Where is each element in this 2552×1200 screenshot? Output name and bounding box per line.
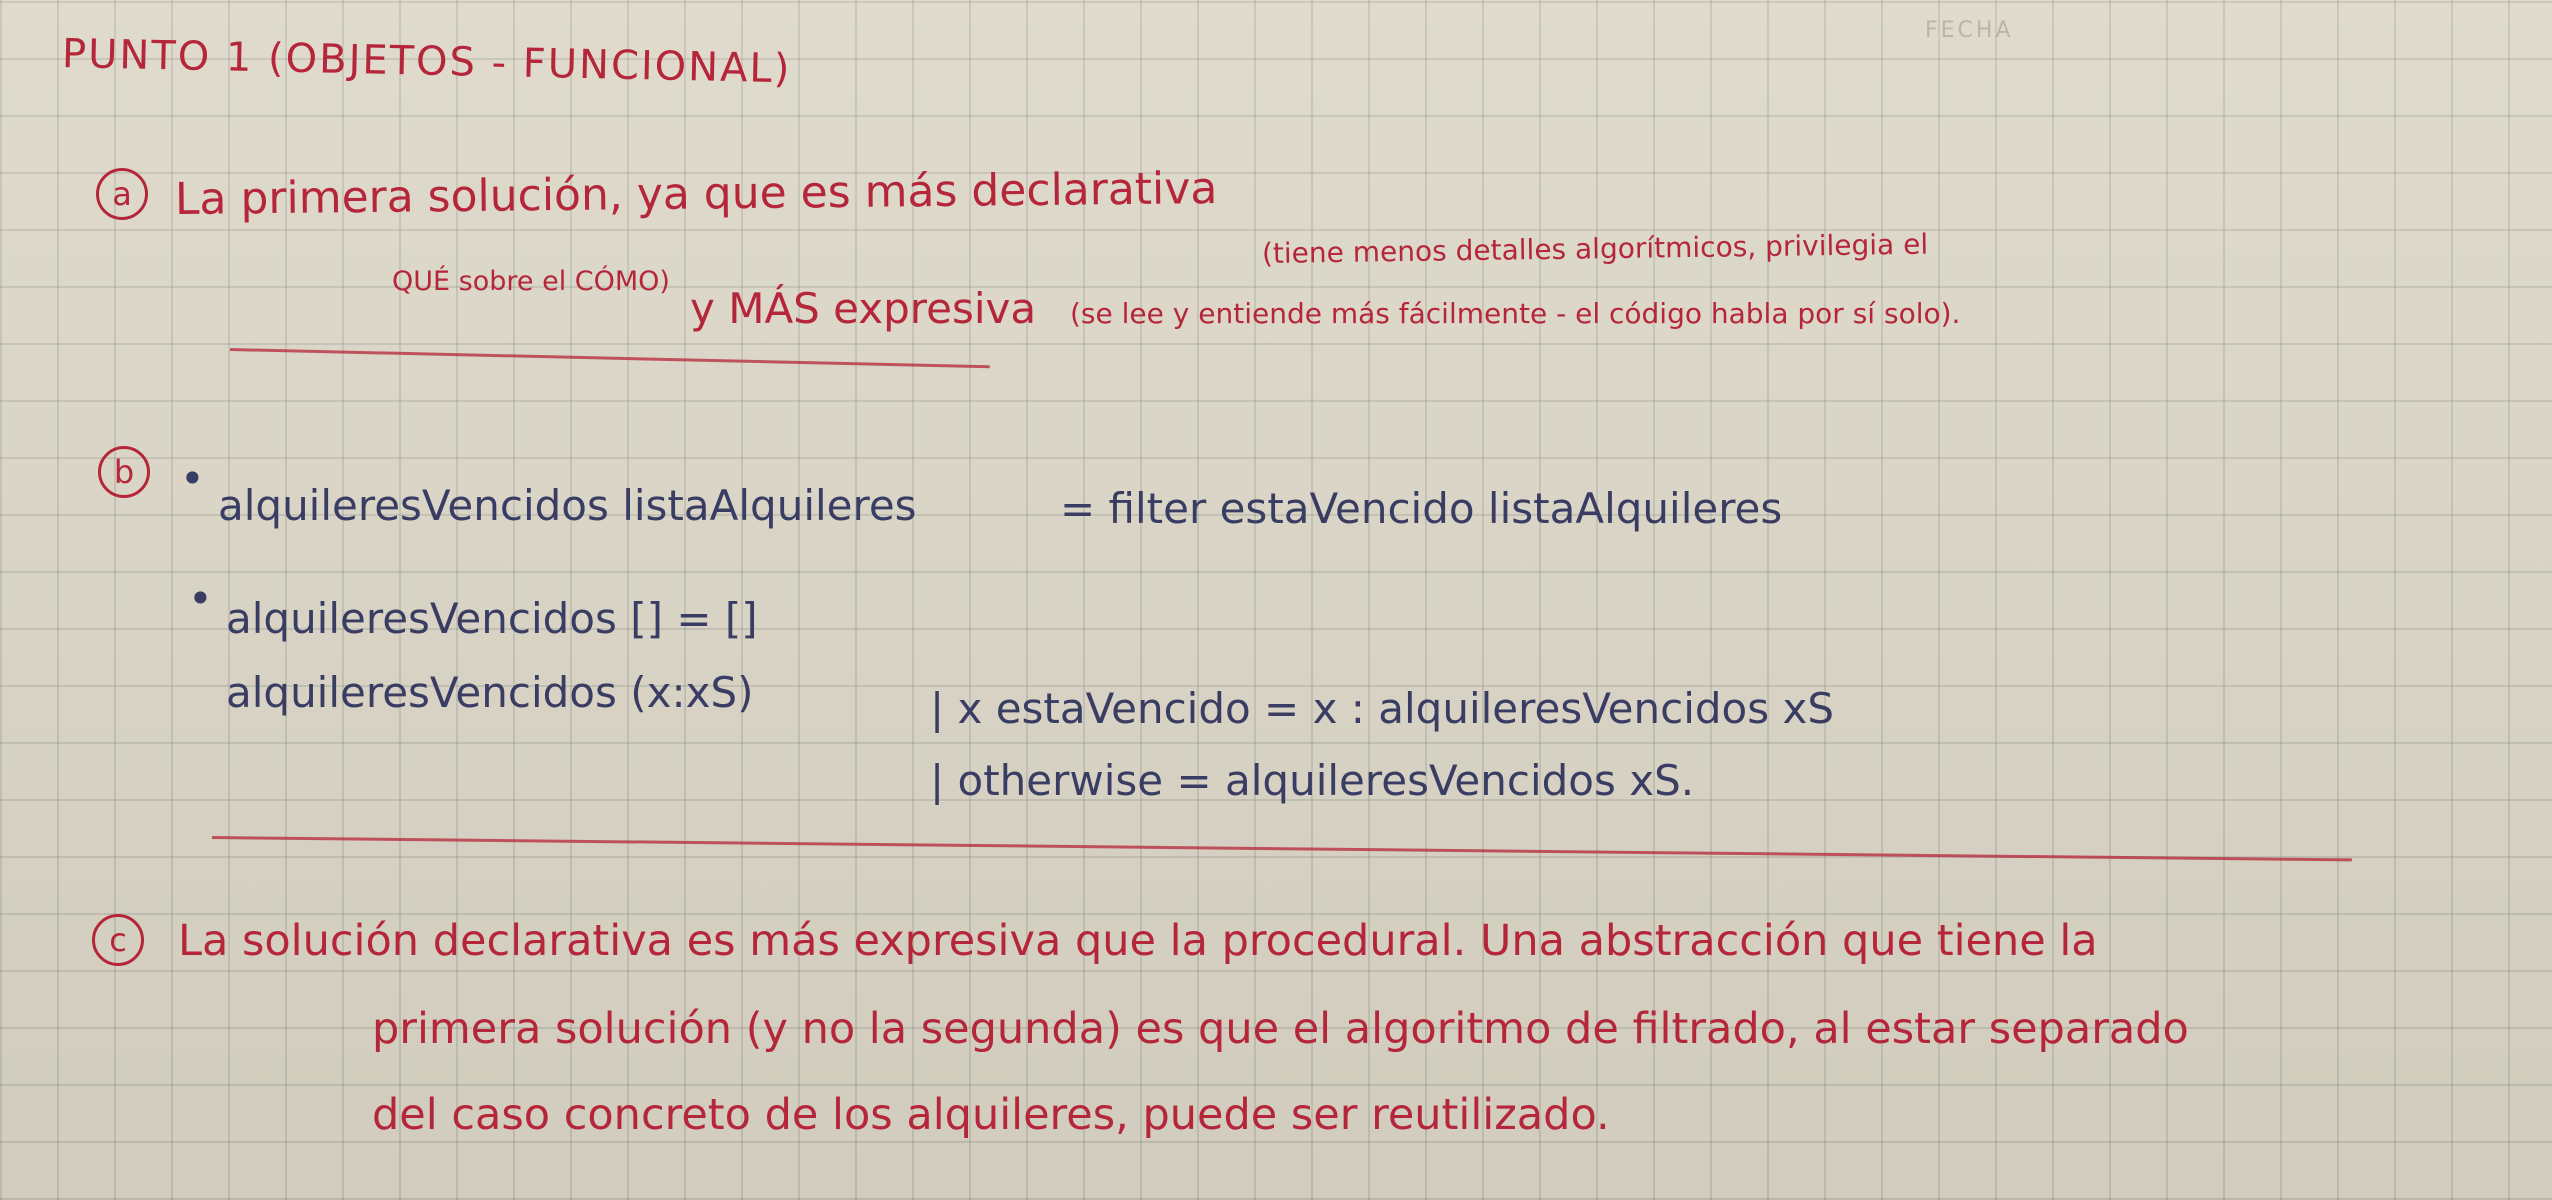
section-a-badge: a xyxy=(96,168,148,220)
section-a-line1-paren: (tiene menos detalles algorítmicos, privilegia el xyxy=(1261,227,1929,270)
code-line-1-rhs: = filter estaVencido listaAlquileres xyxy=(1060,484,1783,533)
code-line-4: | otherwise = alquileresVencidos xS. xyxy=(930,756,1695,805)
code-line-2: alquileresVencidos [] = [] xyxy=(226,594,758,643)
section-c-badge: c xyxy=(92,914,144,966)
fecha-watermark: FECHA xyxy=(1925,18,2014,43)
code-line-3-rhs: | x estaVencido = x : alquileresVencidos xS xyxy=(930,684,1835,733)
section-c-line1: La solución declarativa es más expresiva que la procedural. Una abstracción que tiene la xyxy=(178,916,2098,966)
section-a-underline xyxy=(230,348,990,368)
section-a-line2-a: y MÁS expresiva xyxy=(690,284,1037,333)
section-a-line2-small: QUÉ sobre el CÓMO) xyxy=(392,266,670,297)
page-title: PUNTO 1 (OBJETOS - FUNCIONAL) xyxy=(61,31,792,93)
section-c-line3: del caso concreto de los alquileres, puede ser reutilizado. xyxy=(372,1090,1610,1140)
section-a-line2-b: (se lee y entiende más fácilmente - el código habla por sí solo). xyxy=(1070,297,1961,330)
section-a-line1: La primera solución, ya que es más declarativa xyxy=(174,163,1218,225)
bullet-1: • xyxy=(180,454,205,503)
code-line-1-lhs: alquileresVencidos listaAlquileres xyxy=(218,481,917,530)
section-b-underline xyxy=(212,836,2352,861)
section-c-line2: primera solución (y no la segunda) es que el algoritmo de filtrado, al estar separado xyxy=(372,1004,2189,1054)
code-line-3-lhs: alquileresVencidos (x:xS) xyxy=(226,668,754,717)
section-b-badge: b xyxy=(98,446,150,498)
bullet-2: • xyxy=(188,574,213,623)
